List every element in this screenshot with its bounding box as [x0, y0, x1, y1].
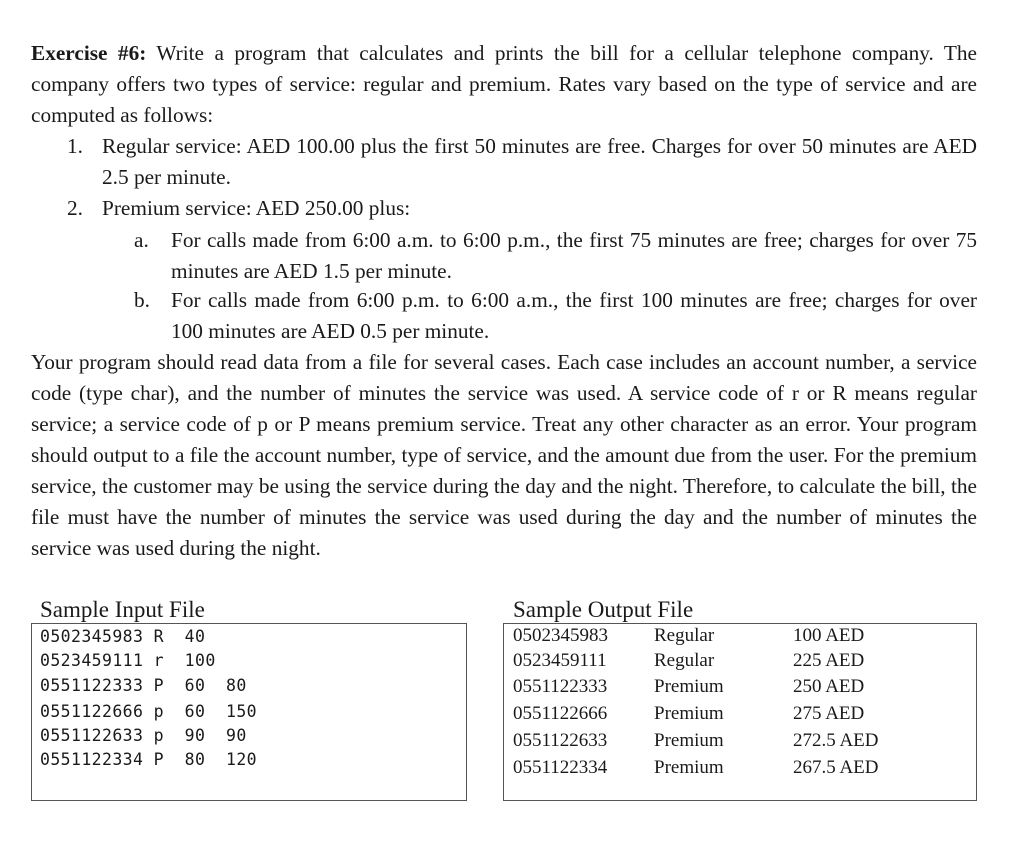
- list-item-premium: Premium service: AED 250.00 plus:: [102, 196, 411, 220]
- input-row: 0551122633 p 90 90: [40, 726, 247, 745]
- exercise-intro-text: Write a program that calculates and prints the bill for a cellular telephone company. The company offers two types of service: regular and premium. Rates vary based on the type of service and are computed as follows:: [31, 41, 978, 127]
- output-amount: 100 AED: [793, 625, 865, 646]
- output-amount: 250 AED: [793, 676, 865, 697]
- output-type: Premium: [654, 676, 724, 697]
- output-amount: 275 AED: [793, 703, 865, 724]
- list-marker-2: 2.: [67, 196, 83, 220]
- output-type: Premium: [654, 730, 724, 751]
- input-row: 0551122333 P 60 80: [40, 676, 247, 695]
- list-marker-1: 1.: [67, 134, 83, 158]
- sublist-marker-a: a.: [134, 228, 149, 252]
- input-row: 0551122334 P 80 120: [40, 750, 258, 769]
- output-account: 0551122666: [513, 703, 608, 724]
- sublist-item-day: For calls made from 6:00 a.m. to 6:00 p.m., the first 75 minutes are free; charges for over 75 minutes are AED 1.5 per minute.: [171, 228, 977, 283]
- output-amount: 225 AED: [793, 650, 865, 671]
- input-row: 0502345983 R 40: [40, 627, 206, 646]
- output-type: Premium: [654, 757, 724, 778]
- input-row: 0551122666 p 60 150: [40, 702, 258, 721]
- output-account: 0502345983: [513, 625, 608, 646]
- output-account: 0523459111: [513, 650, 607, 671]
- output-type: Regular: [654, 625, 715, 646]
- output-type: Regular: [654, 650, 715, 671]
- output-amount: 267.5 AED: [793, 757, 879, 778]
- sublist-marker-b: b.: [134, 288, 150, 312]
- body-paragraph: Your program should read data from a file for several cases. Each case includes an account number, a service code (type char), and the number of minutes the service was used. A service code of r or R means regular service; a service code of p or P means premium service. Treat any other character as an error. Your program should output to a file the account number, type of service, and the amount due from the user. For the premium service, the customer may be using the service during the day and the night. Therefore, to calculate the bill, the file must have the number of minutes the service was used during the day and the number of minutes the service was used during the night.: [31, 350, 977, 560]
- exercise-heading: Exercise #6:: [31, 41, 147, 65]
- input-file-caption: Sample Input File: [40, 597, 205, 622]
- output-type: Premium: [654, 703, 724, 724]
- output-account: 0551122333: [513, 676, 608, 697]
- output-account: 0551122633: [513, 730, 608, 751]
- sublist-item-night: For calls made from 6:00 p.m. to 6:00 a.m., the first 100 minutes are free; charges for over 100 minutes are AED 0.5 per minute.: [171, 288, 977, 343]
- output-account: 0551122334: [513, 757, 608, 778]
- input-row: 0523459111 r 100: [40, 651, 216, 670]
- list-item-regular: Regular service: AED 100.00 plus the first 50 minutes are free. Charges for over 50 minutes are AED 2.5 per minute.: [102, 134, 977, 189]
- output-file-caption: Sample Output File: [513, 597, 694, 622]
- output-amount: 272.5 AED: [793, 730, 879, 751]
- exercise-intro: [31, 38, 977, 131]
